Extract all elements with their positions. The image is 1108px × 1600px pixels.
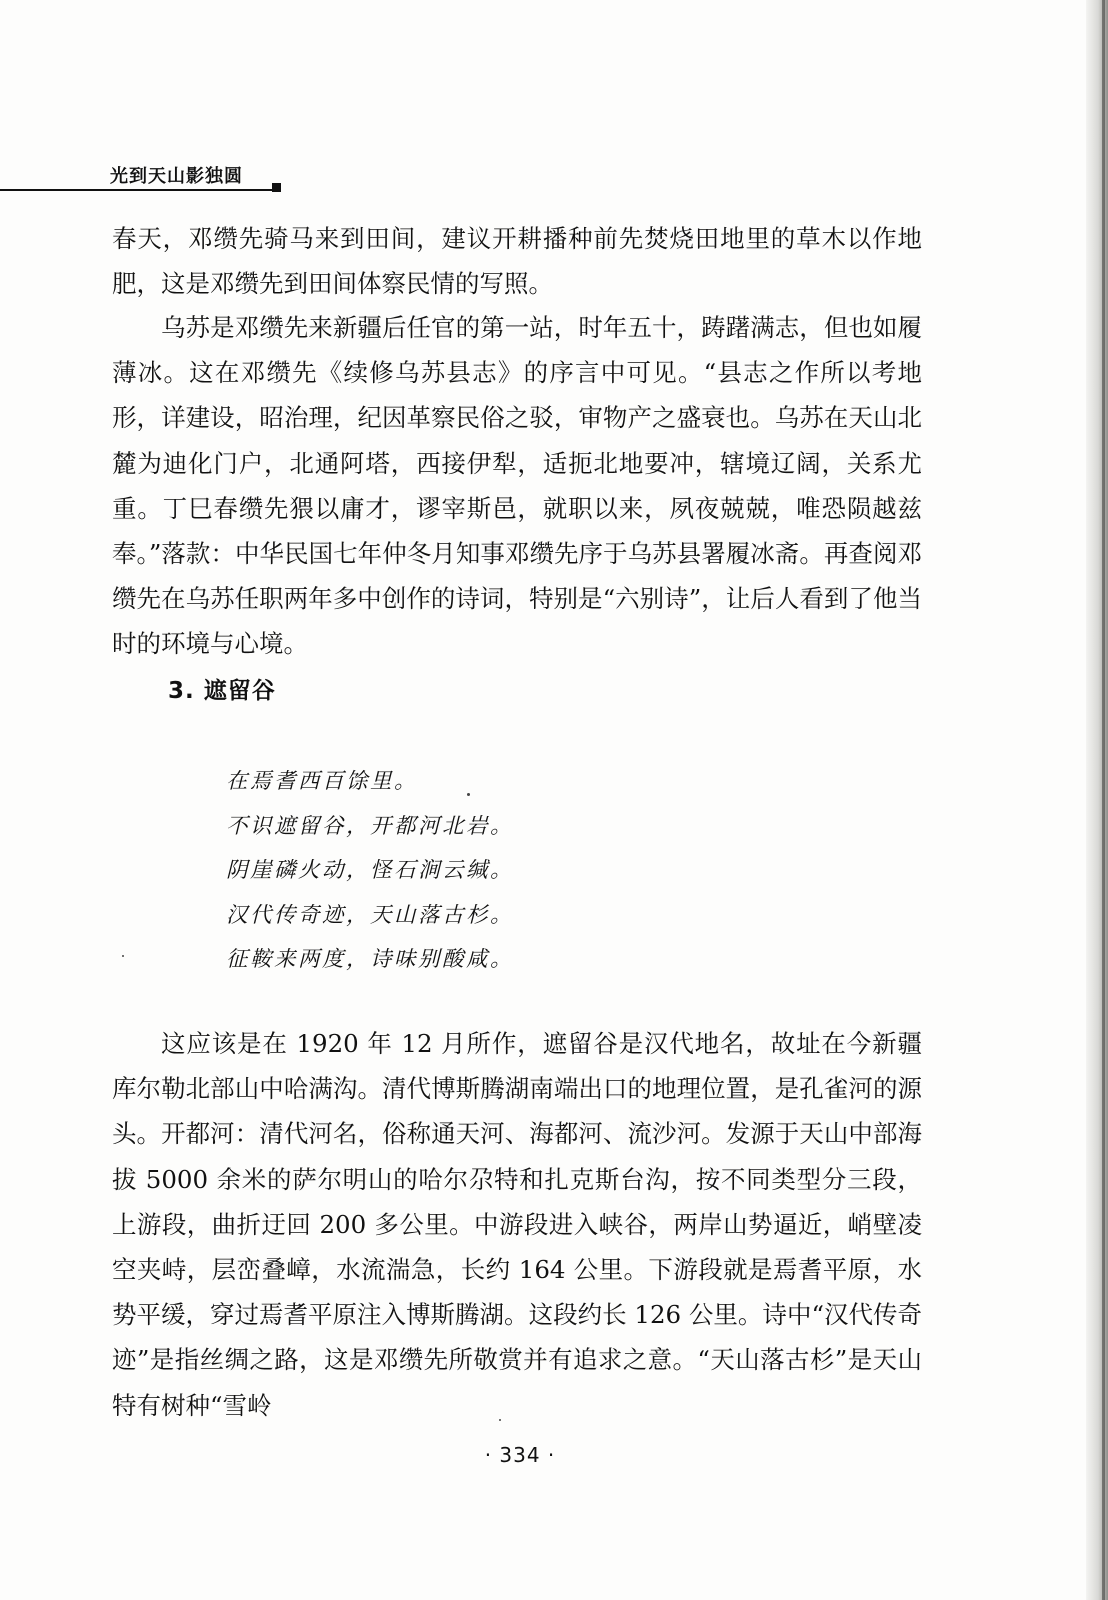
running-header bbox=[0, 162, 290, 194]
page-edge-shadow bbox=[1086, 0, 1108, 1600]
paragraph-continuation: 春天，邓缵先骑马来到田间，建议开耕播种前先焚烧田地里的草木以作地肥，这是邓缵先到田间体察民情的写照。 bbox=[112, 224, 922, 299]
scan-speck bbox=[467, 793, 470, 796]
paragraph-wusu: 乌苏是邓缵先来新疆后任官的第一站，时年五十，踌躇满志，但也如履薄冰。这在邓缵先《续修乌苏县志》的序言中可见。“县志之作所以考地形，详建设，昭治理，纪因革察民俗之驳，审物产之盛衰也。乌苏在天山北麓为迪化门户，北通阿塔，西接伊犁，适扼北地要冲，辖境辽阔，关系尤重。丁巳春缵先猥以庸才，谬宰斯邑，就职以来，夙夜兢兢，唯恐陨越兹奉。”落款：中华民国七年仲冬月知事邓缵先序于乌苏县署履冰斋。再查阅邓缵先在乌苏任职两年多中创作的诗词，特别是“六别诗”，让后人看到了他当时的环境与心境。 bbox=[112, 313, 922, 659]
header-rule bbox=[0, 189, 272, 191]
poem-line: 在焉耆西百馀里。 bbox=[226, 769, 419, 794]
poem-line: 阴崖磷火动，怪石涧云缄。 bbox=[226, 858, 515, 883]
poem-block bbox=[226, 760, 646, 983]
header-square-mark bbox=[272, 183, 281, 192]
scan-speck bbox=[122, 955, 124, 957]
poem-line: 汉代传奇迹，天山落古杉。 bbox=[226, 902, 515, 928]
section-heading: 3. 遮留谷 bbox=[168, 678, 276, 704]
paragraph-commentary: 这应该是在 1920 年 12 月所作，遮留谷是汉代地名，故址在今新疆库尔勒北部山中哈满沟。清代博斯腾湖南端出口的地理位置，是孔雀河的源头。开都河：清代河名，俗称通天河、海都河、流沙河。发源于天山中部海拔 5000 余米的萨尔明山的哈尔尕特和扎克斯台沟，按不同类型分三段，上游段，曲折迂回 200 多公里。中游段进入峡谷，两岸山势逼近，峭壁凌空夹峙，层峦叠嶂，水流湍急，长约 164 公里。下游段就是焉耆平原，水势平缓，穿过焉耆平原注入博斯腾湖。这段约长 126 公里。诗中“汉代传奇迹”是指丝绸之路，这是邓缵先所敬赏并有追求之意。“天山落古杉”是天山特有树种“雪岭 bbox=[112, 1029, 922, 1420]
poem-line: 征鞍来两度，诗味别酸咸。 bbox=[226, 947, 515, 972]
running-header-title: 光到天山影独圆 bbox=[110, 166, 243, 187]
page-number: · 334 · bbox=[484, 1443, 556, 1467]
poem-line: 不识遮留谷，开都河北岩。 bbox=[226, 813, 515, 839]
scan-speck bbox=[499, 1419, 501, 1421]
